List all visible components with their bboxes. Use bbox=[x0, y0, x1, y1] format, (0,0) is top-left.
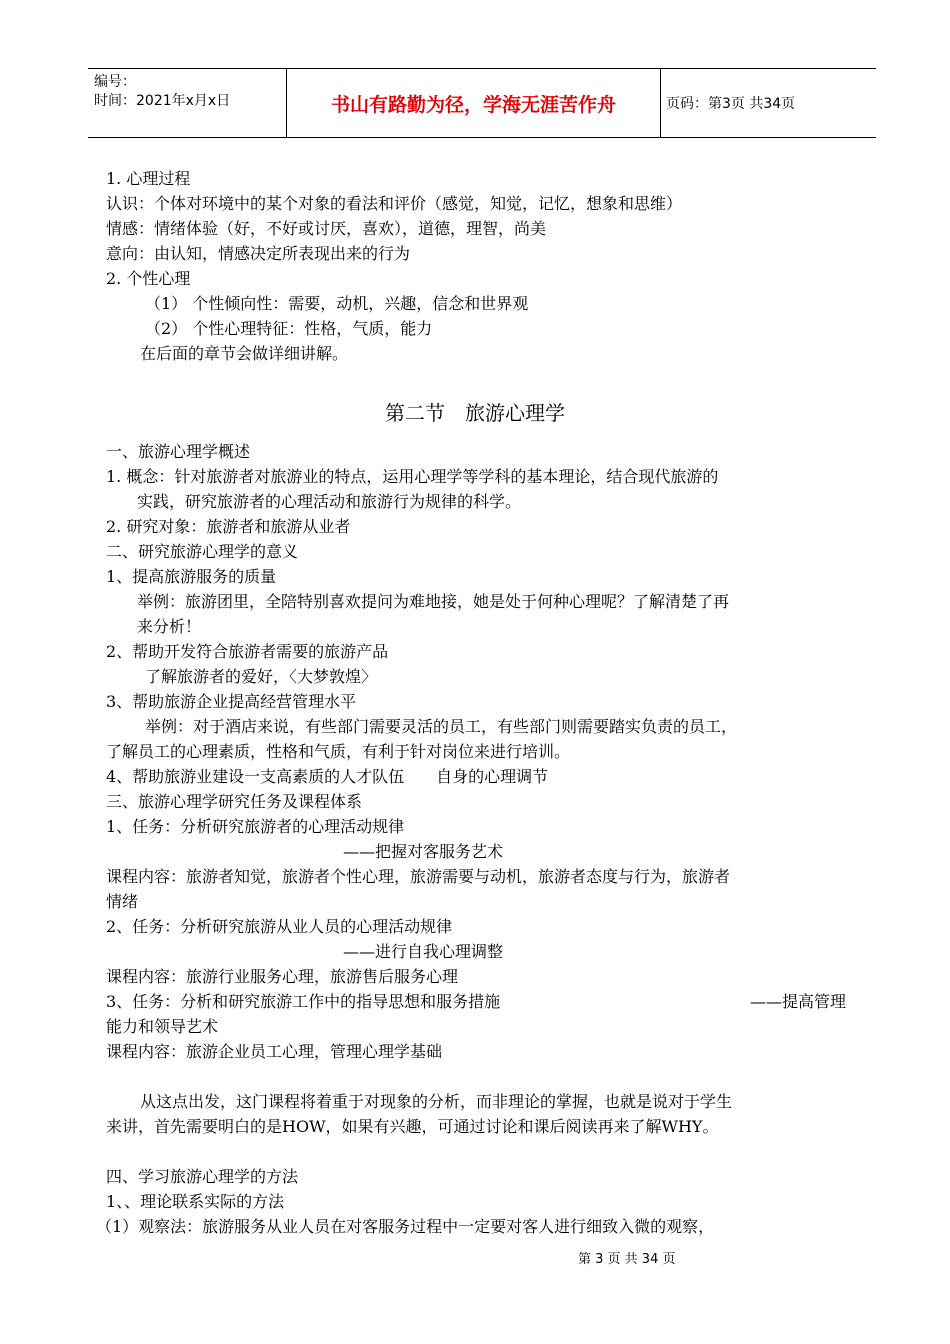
header-motto: 书山有路勤为径，学海无涯苦作舟 bbox=[286, 69, 661, 137]
text-line: 三、旅游心理学研究任务及课程体系 bbox=[106, 792, 363, 811]
text-line: ——把握对客服务艺术 bbox=[343, 842, 504, 861]
text-line: ——进行自我心理调整 bbox=[343, 942, 504, 961]
text-line: 1. 心理过程 bbox=[106, 169, 191, 188]
text-line: 举例：对于酒店来说，有些部门需要灵活的员工，有些部门则需要踏实负责的员工， bbox=[145, 717, 738, 736]
text-line: 1、、理论联系实际的方法 bbox=[106, 1192, 285, 1211]
text-line: 2、任务：分析研究旅游从业人员的心理活动规律 bbox=[106, 917, 453, 936]
text-line: 情感：情绪体验（好，不好或讨厌，喜欢），道德，理智，尚美 bbox=[106, 219, 547, 238]
text-line: 在后面的章节会做详细讲解。 bbox=[140, 344, 349, 363]
header-number-label: 编号： bbox=[94, 74, 136, 90]
text-line: 二、研究旅游心理学的意义 bbox=[106, 542, 299, 561]
text-line: 3、任务：分析和研究旅游工作中的指导思想和服务措施 bbox=[106, 992, 501, 1011]
text-line: 4、帮助旅游业建设一支高素质的人才队伍 自身的心理调节 bbox=[106, 767, 549, 786]
text-line: 从这点出发，这门课程将着重于对现象的分析，而非理论的掌握，也就是说对于学生 bbox=[140, 1092, 733, 1111]
text-line: 课程内容：旅游企业员工心理，管理心理学基础 bbox=[106, 1042, 443, 1061]
text-line: 2. 研究对象：旅游者和旅游从业者 bbox=[106, 517, 351, 536]
text-line: 实践，研究旅游者的心理活动和旅游行为规律的科学。 bbox=[137, 492, 522, 511]
text-line: （1） 个性倾向性：需要，动机，兴趣，信念和世界观 bbox=[145, 294, 529, 313]
text-line: 1、任务：分析研究旅游者的心理活动规律 bbox=[106, 817, 405, 836]
text-line: 来分析！ bbox=[137, 617, 202, 636]
text-line: ——提高管理 bbox=[750, 992, 847, 1011]
header-date: 时间：2021年x月x日 bbox=[94, 93, 231, 109]
text-line: 2、帮助开发符合旅游者需要的旅游产品 bbox=[106, 642, 389, 661]
text-line: 能力和领导艺术 bbox=[106, 1017, 219, 1036]
text-line: 了解员工的心理素质，性格和气质，有利于针对岗位来进行培训。 bbox=[106, 742, 571, 761]
text-line: 1. 概念：针对旅游者对旅游业的特点，运用心理学等学科的基本理论，结合现代旅游的 bbox=[106, 467, 719, 486]
text-line: 3、帮助旅游企业提高经营管理水平 bbox=[106, 692, 357, 711]
text-line: 举例：旅游团里，全陪特别喜欢提问为难地接，她是处于何种心理呢？了解清楚了再 bbox=[137, 592, 730, 611]
text-line: （2） 个性心理特征：性格，气质，能力 bbox=[145, 319, 433, 338]
text-line: 课程内容：旅游行业服务心理，旅游售后服务心理 bbox=[106, 967, 459, 986]
text-line: 四、学习旅游心理学的方法 bbox=[106, 1167, 299, 1186]
text-line: 来讲，首先需要明白的是HOW，如果有兴趣，可通过讨论和课后阅读再来了解WHY。 bbox=[106, 1117, 719, 1136]
text-line: （1）观察法：旅游服务从业人员在对客服务过程中一定要对客人进行细致入微的观察， bbox=[96, 1217, 715, 1236]
text-line: 认识：个体对环境中的某个对象的看法和评价（感觉，知觉，记忆，想象和思维） bbox=[106, 194, 683, 213]
text-line: 1、提高旅游服务的质量 bbox=[106, 567, 277, 586]
header-meta bbox=[94, 73, 284, 111]
text-line: 2. 个性心理 bbox=[106, 269, 191, 288]
text-line: 了解旅游者的爱好，〈大梦敦煌〉 bbox=[145, 667, 378, 686]
text-line: 一、旅游心理学概述 bbox=[106, 442, 251, 461]
text-line: 课程内容：旅游者知觉，旅游者个性心理，旅游需要与动机，旅游者态度与行为，旅游者 bbox=[106, 867, 731, 886]
page-footer: 第 3 页 共 34 页 bbox=[578, 1252, 676, 1267]
header-page-info: 页码：第3页 共34页 bbox=[666, 96, 796, 112]
page-header bbox=[88, 68, 876, 138]
text-line: 情绪 bbox=[106, 892, 139, 911]
section-title: 第二节 旅游心理学 bbox=[385, 401, 565, 425]
text-line: 意向：由认知，情感决定所表现出来的行为 bbox=[106, 244, 411, 263]
